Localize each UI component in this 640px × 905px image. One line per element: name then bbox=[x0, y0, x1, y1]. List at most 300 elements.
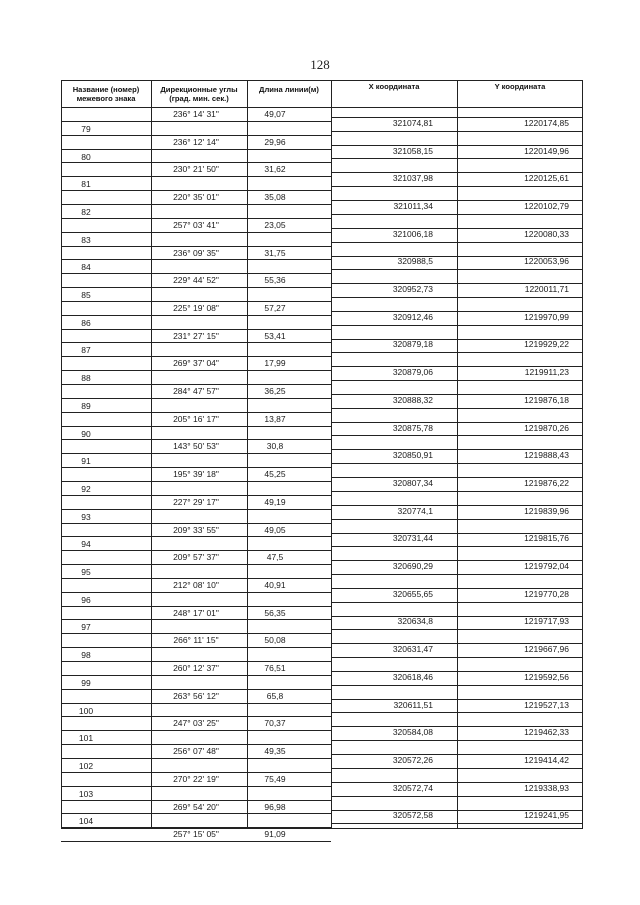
point-y-coordinate: 1219462,33 bbox=[524, 727, 569, 738]
name-row-line bbox=[61, 536, 151, 537]
segment-row-line bbox=[151, 772, 331, 773]
name-row-line bbox=[61, 218, 151, 219]
point-name: 91 bbox=[81, 456, 91, 467]
point-name: 84 bbox=[81, 262, 91, 273]
coordinate-row-line bbox=[331, 477, 583, 478]
name-row-line bbox=[61, 329, 151, 330]
name-row-line bbox=[61, 592, 151, 593]
coordinate-row-line bbox=[331, 616, 583, 617]
segment-row-line bbox=[151, 176, 331, 177]
name-row-line bbox=[61, 467, 151, 468]
segment-row-line bbox=[151, 426, 331, 427]
point-y-coordinate: 1219667,96 bbox=[524, 644, 569, 655]
point-y-coordinate: 1220174,85 bbox=[524, 117, 569, 128]
segment-angle: 260° 12' 37" bbox=[173, 663, 219, 673]
segment-row-line bbox=[151, 370, 331, 371]
segment-row-line bbox=[151, 758, 331, 759]
point-name: 80 bbox=[81, 151, 91, 162]
coordinate-row-line bbox=[331, 602, 583, 603]
point-y-coordinate: 1219338,93 bbox=[524, 782, 569, 793]
segment-row-line bbox=[151, 841, 331, 842]
name-row-line bbox=[61, 495, 151, 496]
segment-angle: 212° 08' 10" bbox=[173, 579, 219, 590]
point-x-coordinate: 320690,29 bbox=[392, 561, 433, 572]
name-row-line bbox=[61, 162, 151, 163]
name-row-line bbox=[61, 412, 151, 413]
coordinate-row-line bbox=[331, 352, 583, 353]
segment-length: 49,35 bbox=[264, 746, 286, 757]
point-x-coordinate: 320634,8 bbox=[397, 616, 433, 627]
point-name: 97 bbox=[81, 622, 91, 633]
coordinate-row-line bbox=[331, 657, 583, 658]
point-y-coordinate: 1219839,96 bbox=[524, 505, 569, 516]
coordinate-row-line bbox=[331, 394, 583, 395]
name-row-line bbox=[61, 384, 151, 385]
header-y-coordinate: Y координата bbox=[494, 82, 546, 91]
point-name: 79 bbox=[81, 123, 91, 134]
point-x-coordinate: 320631,47 bbox=[392, 644, 433, 655]
point-name: 101 bbox=[78, 733, 94, 744]
point-x-coordinate: 320879,06 bbox=[392, 367, 433, 378]
segment-length: 55,36 bbox=[264, 275, 286, 286]
point-y-coordinate: 1219592,56 bbox=[524, 671, 569, 682]
point-y-coordinate: 1219770,28 bbox=[524, 588, 569, 599]
header-bottom-line bbox=[61, 107, 583, 108]
point-name: 98 bbox=[81, 650, 91, 661]
segment-length: 70,37 bbox=[264, 718, 286, 729]
coordinate-row-line bbox=[331, 435, 583, 436]
segment-length: 49,19 bbox=[264, 496, 286, 507]
coordinate-row-line bbox=[331, 214, 583, 215]
segment-row-line bbox=[151, 218, 331, 219]
segment-row-line bbox=[151, 661, 331, 662]
segment-length: 36,25 bbox=[264, 386, 286, 396]
point-y-coordinate: 1219717,93 bbox=[524, 616, 569, 627]
point-x-coordinate: 320850,91 bbox=[392, 450, 433, 461]
point-x-coordinate: 320572,58 bbox=[392, 810, 433, 821]
point-y-coordinate: 1220080,33 bbox=[524, 228, 569, 239]
coordinate-row-line bbox=[331, 422, 583, 423]
name-row-line bbox=[61, 800, 151, 801]
name-row-line bbox=[61, 730, 151, 731]
point-x-coordinate: 320912,46 bbox=[392, 311, 433, 322]
segment-length: 96,98 bbox=[264, 801, 286, 812]
name-row-line bbox=[61, 356, 151, 357]
segment-length: 57,27 bbox=[264, 302, 286, 313]
name-row-line bbox=[61, 246, 151, 247]
segment-length: 31,75 bbox=[264, 247, 286, 258]
segment-row-line bbox=[151, 592, 331, 593]
name-row-line bbox=[61, 578, 151, 579]
point-y-coordinate: 1219815,76 bbox=[524, 533, 569, 544]
segment-angle: 209° 33' 55" bbox=[173, 524, 219, 535]
segment-length: 56,35 bbox=[264, 607, 286, 618]
name-row-line bbox=[61, 758, 151, 759]
coordinate-row-line bbox=[331, 629, 583, 630]
point-x-coordinate: 320879,18 bbox=[392, 339, 433, 350]
point-y-coordinate: 1219911,23 bbox=[524, 367, 569, 378]
point-x-coordinate: 320952,73 bbox=[392, 284, 433, 295]
coordinate-row-line bbox=[331, 172, 583, 173]
segment-angle: 195° 39' 18" bbox=[173, 469, 219, 480]
segment-row-line bbox=[151, 813, 331, 814]
point-y-coordinate: 1220053,96 bbox=[524, 256, 569, 267]
point-x-coordinate: 321006,18 bbox=[392, 228, 433, 239]
segment-angle: 247° 03' 25" bbox=[173, 718, 219, 729]
segment-row-line bbox=[151, 273, 331, 274]
name-row-line bbox=[61, 827, 151, 828]
segment-angle: 236° 14' 31" bbox=[173, 109, 219, 119]
coordinate-row-line bbox=[331, 200, 583, 201]
coordinate-row-line bbox=[331, 283, 583, 284]
name-row-line bbox=[61, 439, 151, 440]
coordinate-row-line bbox=[331, 740, 583, 741]
name-row-line bbox=[61, 232, 151, 233]
segment-row-line bbox=[151, 356, 331, 357]
name-row-line bbox=[61, 121, 151, 122]
coordinate-row-line bbox=[331, 588, 583, 589]
coordinate-row-line bbox=[331, 519, 583, 520]
name-row-line bbox=[61, 633, 151, 634]
table-border-top bbox=[61, 80, 583, 81]
segment-length: 40,91 bbox=[264, 579, 286, 590]
segment-angle: 227° 29' 17" bbox=[173, 496, 219, 507]
point-y-coordinate: 1219241,95 bbox=[524, 810, 569, 821]
coordinate-row-line bbox=[331, 117, 583, 118]
coordinates-table bbox=[61, 80, 583, 840]
name-row-line bbox=[61, 786, 151, 787]
point-x-coordinate: 321037,98 bbox=[392, 173, 433, 184]
segment-row-line bbox=[151, 606, 331, 607]
point-name: 82 bbox=[81, 206, 91, 217]
point-x-coordinate: 320611,51 bbox=[393, 699, 433, 710]
segment-angle: 269° 54' 20" bbox=[173, 801, 219, 812]
name-row-line bbox=[61, 703, 151, 704]
segment-row-line bbox=[151, 287, 331, 288]
segment-row-line bbox=[151, 135, 331, 136]
segment-length: 17,99 bbox=[264, 358, 286, 369]
segment-angle: 269° 37' 04" bbox=[173, 358, 219, 369]
point-y-coordinate: 1219970,99 bbox=[524, 311, 569, 322]
segment-row-line bbox=[151, 315, 331, 316]
segment-row-line bbox=[151, 259, 331, 260]
name-row-line bbox=[61, 204, 151, 205]
segment-row-line bbox=[151, 827, 331, 828]
name-row-line bbox=[61, 550, 151, 551]
name-row-line bbox=[61, 176, 151, 177]
point-name: 94 bbox=[81, 539, 91, 550]
segment-row-line bbox=[151, 149, 331, 150]
segment-angle: 236° 09' 35" bbox=[173, 247, 219, 258]
coordinate-row-line bbox=[331, 311, 583, 312]
name-row-line bbox=[61, 190, 151, 191]
segment-length: 50,08 bbox=[264, 635, 286, 646]
point-y-coordinate: 1219527,13 bbox=[524, 699, 569, 710]
name-row-line bbox=[61, 287, 151, 288]
segment-angle: 205° 16' 17" bbox=[173, 413, 219, 424]
point-x-coordinate: 320888,32 bbox=[392, 394, 433, 405]
segment-row-line bbox=[151, 162, 331, 163]
segment-row-line bbox=[151, 453, 331, 454]
segment-row-line bbox=[151, 647, 331, 648]
point-name: 89 bbox=[81, 400, 91, 411]
coordinate-row-line bbox=[331, 505, 583, 506]
point-y-coordinate: 1219888,43 bbox=[524, 450, 569, 461]
segment-row-line bbox=[151, 509, 331, 510]
name-row-line bbox=[61, 689, 151, 690]
segment-length: 45,25 bbox=[264, 469, 286, 480]
segment-length: 49,05 bbox=[264, 524, 286, 535]
point-name: 83 bbox=[81, 234, 91, 245]
name-row-line bbox=[61, 315, 151, 316]
segment-angle: 266° 11' 15" bbox=[173, 635, 219, 646]
coordinate-row-line bbox=[331, 491, 583, 492]
name-row-line bbox=[61, 273, 151, 274]
coordinate-row-line bbox=[331, 228, 583, 229]
coordinate-row-line bbox=[331, 158, 583, 159]
segment-row-line bbox=[151, 536, 331, 537]
column-divider bbox=[582, 80, 583, 829]
point-y-coordinate: 1219870,26 bbox=[524, 422, 569, 433]
point-y-coordinate: 1220102,79 bbox=[524, 200, 569, 211]
name-row-line bbox=[61, 841, 151, 842]
point-name: 90 bbox=[81, 428, 91, 439]
segment-row-line bbox=[151, 786, 331, 787]
segment-row-line bbox=[151, 730, 331, 731]
segment-row-line bbox=[151, 121, 331, 122]
point-y-coordinate: 1219929,22 bbox=[524, 339, 569, 350]
point-x-coordinate: 320731,44 bbox=[392, 533, 433, 544]
coordinate-row-line bbox=[331, 643, 583, 644]
coordinate-row-line bbox=[331, 810, 583, 811]
segment-angle: 236° 12' 14" bbox=[173, 136, 219, 147]
name-row-line bbox=[61, 135, 151, 136]
segment-row-line bbox=[151, 439, 331, 440]
point-x-coordinate: 321058,15 bbox=[392, 145, 433, 156]
point-name: 103 bbox=[78, 788, 94, 799]
segment-row-line bbox=[151, 716, 331, 717]
point-y-coordinate: 1220125,61 bbox=[524, 173, 569, 184]
point-name: 104 bbox=[78, 816, 94, 827]
point-y-coordinate: 1219876,22 bbox=[524, 477, 569, 488]
segment-row-line bbox=[151, 190, 331, 191]
point-x-coordinate: 320655,65 bbox=[392, 588, 433, 599]
segment-length: 65,8 bbox=[266, 690, 284, 701]
point-x-coordinate: 321074,81 bbox=[392, 117, 433, 128]
segment-angle: 225° 19' 08" bbox=[173, 302, 219, 313]
coordinate-row-line bbox=[331, 242, 583, 243]
point-x-coordinate: 320618,46 bbox=[392, 671, 433, 682]
coordinate-row-line bbox=[331, 380, 583, 381]
coordinate-row-line bbox=[331, 726, 583, 727]
coordinate-row-line bbox=[331, 463, 583, 464]
segment-angle: 209° 57' 37" bbox=[173, 552, 219, 563]
coordinate-row-line bbox=[331, 768, 583, 769]
point-x-coordinate: 320875,78 bbox=[392, 422, 433, 433]
segment-angle: 270° 22' 19" bbox=[173, 773, 219, 784]
segment-row-line bbox=[151, 412, 331, 413]
segment-angle: 256° 07' 48" bbox=[173, 746, 219, 757]
segment-angle: 263° 56' 12" bbox=[173, 690, 219, 701]
coordinate-row-line bbox=[331, 671, 583, 672]
name-row-line bbox=[61, 661, 151, 662]
segment-length: 30,8 bbox=[266, 441, 284, 452]
page-number: 128 bbox=[310, 57, 330, 72]
segment-length: 13,87 bbox=[264, 413, 286, 424]
point-name: 100 bbox=[78, 705, 94, 716]
name-row-line bbox=[61, 259, 151, 260]
segment-length: 35,08 bbox=[264, 192, 286, 203]
name-row-line bbox=[61, 523, 151, 524]
segment-row-line bbox=[151, 246, 331, 247]
coordinate-row-line bbox=[331, 699, 583, 700]
segment-row-line bbox=[151, 467, 331, 468]
coordinate-row-line bbox=[331, 297, 583, 298]
segment-row-line bbox=[151, 633, 331, 634]
point-name: 95 bbox=[81, 567, 91, 578]
name-row-line bbox=[61, 342, 151, 343]
segment-row-line bbox=[151, 703, 331, 704]
point-x-coordinate: 320572,74 bbox=[392, 782, 433, 793]
segment-length: 29,96 bbox=[264, 136, 286, 147]
coordinate-row-line bbox=[331, 449, 583, 450]
coordinate-row-line bbox=[331, 712, 583, 713]
name-row-line bbox=[61, 398, 151, 399]
point-name: 88 bbox=[81, 373, 91, 384]
coordinate-row-line bbox=[331, 685, 583, 686]
point-name: 81 bbox=[81, 179, 91, 190]
coordinate-row-line bbox=[331, 796, 583, 797]
header-angles: Дирекционные углы (град. мин. сек.) bbox=[160, 85, 238, 103]
point-x-coordinate: 320807,34 bbox=[392, 477, 433, 488]
segment-angle: 143° 50' 53" bbox=[173, 441, 219, 452]
segment-row-line bbox=[151, 204, 331, 205]
segment-row-line bbox=[151, 342, 331, 343]
coordinate-row-line bbox=[331, 408, 583, 409]
coordinate-row-line bbox=[331, 256, 583, 257]
segment-length: 23,05 bbox=[264, 219, 286, 230]
segment-length: 53,41 bbox=[264, 330, 286, 341]
segment-length: 75,49 bbox=[264, 773, 286, 784]
point-name: 85 bbox=[81, 290, 91, 301]
point-x-coordinate: 321011,34 bbox=[393, 200, 433, 211]
name-row-line bbox=[61, 453, 151, 454]
point-x-coordinate: 320774,1 bbox=[397, 505, 433, 516]
coordinate-row-line bbox=[331, 325, 583, 326]
coordinate-row-line bbox=[331, 339, 583, 340]
segment-angle: 229° 44' 52" bbox=[173, 275, 219, 286]
name-row-line bbox=[61, 301, 151, 302]
coordinate-row-line bbox=[331, 546, 583, 547]
name-row-line bbox=[61, 813, 151, 814]
point-name: 99 bbox=[81, 677, 91, 688]
coordinate-row-line bbox=[331, 131, 583, 132]
segment-length: 76,51 bbox=[264, 663, 286, 673]
name-row-line bbox=[61, 744, 151, 745]
coordinate-row-line bbox=[331, 366, 583, 367]
segment-angle: 257° 15' 05" bbox=[173, 829, 219, 840]
segment-angle: 284° 47' 57" bbox=[173, 386, 219, 396]
coordinate-row-line bbox=[331, 823, 583, 824]
coordinate-row-line bbox=[331, 560, 583, 561]
segment-row-line bbox=[151, 523, 331, 524]
point-y-coordinate: 1219792,04 bbox=[524, 561, 569, 572]
point-x-coordinate: 320988,5 bbox=[397, 256, 433, 267]
segment-angle: 220° 35' 01" bbox=[173, 192, 219, 203]
segment-row-line bbox=[151, 564, 331, 565]
point-y-coordinate: 1219876,18 bbox=[524, 394, 569, 405]
segment-row-line bbox=[151, 398, 331, 399]
segment-row-line bbox=[151, 481, 331, 482]
header-x-coordinate: X координата bbox=[368, 82, 420, 91]
coordinate-row-line bbox=[331, 574, 583, 575]
segment-row-line bbox=[151, 301, 331, 302]
segment-row-line bbox=[151, 495, 331, 496]
coordinate-row-line bbox=[331, 186, 583, 187]
segment-angle: 257° 03' 41" bbox=[173, 219, 219, 230]
segment-row-line bbox=[151, 744, 331, 745]
name-row-line bbox=[61, 619, 151, 620]
name-row-line bbox=[61, 564, 151, 565]
name-row-line bbox=[61, 509, 151, 510]
segment-row-line bbox=[151, 689, 331, 690]
segment-length: 47,5 bbox=[266, 552, 284, 563]
coordinate-row-line bbox=[331, 269, 583, 270]
segment-length: 49,07 bbox=[264, 109, 286, 119]
segment-row-line bbox=[151, 619, 331, 620]
segment-row-line bbox=[151, 232, 331, 233]
segment-row-line bbox=[151, 550, 331, 551]
point-x-coordinate: 320572,26 bbox=[392, 754, 433, 765]
segment-row-line bbox=[151, 675, 331, 676]
point-name: 102 bbox=[78, 760, 94, 771]
segment-angle: 231° 27' 15" bbox=[173, 330, 219, 341]
coordinate-row-line bbox=[331, 533, 583, 534]
point-name: 92 bbox=[81, 483, 91, 494]
name-row-line bbox=[61, 149, 151, 150]
name-row-line bbox=[61, 606, 151, 607]
segment-row-line bbox=[151, 329, 331, 330]
header-length: Длина линии(м) bbox=[259, 85, 319, 94]
point-y-coordinate: 1220149,96 bbox=[524, 145, 569, 156]
name-row-line bbox=[61, 426, 151, 427]
segment-length: 91,09 bbox=[264, 829, 286, 840]
segment-angle: 230° 21' 50" bbox=[173, 164, 219, 175]
point-y-coordinate: 1220011,71 bbox=[524, 284, 569, 295]
header-name: Название (номер) межевого знака bbox=[72, 85, 140, 103]
point-name: 87 bbox=[81, 345, 91, 356]
point-x-coordinate: 320584,08 bbox=[392, 727, 433, 738]
name-row-line bbox=[61, 481, 151, 482]
coordinate-row-line bbox=[331, 754, 583, 755]
coordinate-row-line bbox=[331, 145, 583, 146]
segment-row-line bbox=[151, 578, 331, 579]
name-row-line bbox=[61, 370, 151, 371]
point-name: 96 bbox=[81, 594, 91, 605]
segment-row-line bbox=[151, 800, 331, 801]
segment-angle: 248° 17' 01" bbox=[173, 607, 219, 618]
point-name: 93 bbox=[81, 511, 91, 522]
name-row-line bbox=[61, 716, 151, 717]
name-row-line bbox=[61, 647, 151, 648]
segment-row-line bbox=[151, 384, 331, 385]
point-y-coordinate: 1219414,42 bbox=[524, 754, 569, 765]
point-name: 86 bbox=[81, 317, 91, 328]
name-row-line bbox=[61, 675, 151, 676]
segment-length: 31,62 bbox=[264, 164, 286, 175]
name-row-line bbox=[61, 772, 151, 773]
coordinate-row-line bbox=[331, 782, 583, 783]
